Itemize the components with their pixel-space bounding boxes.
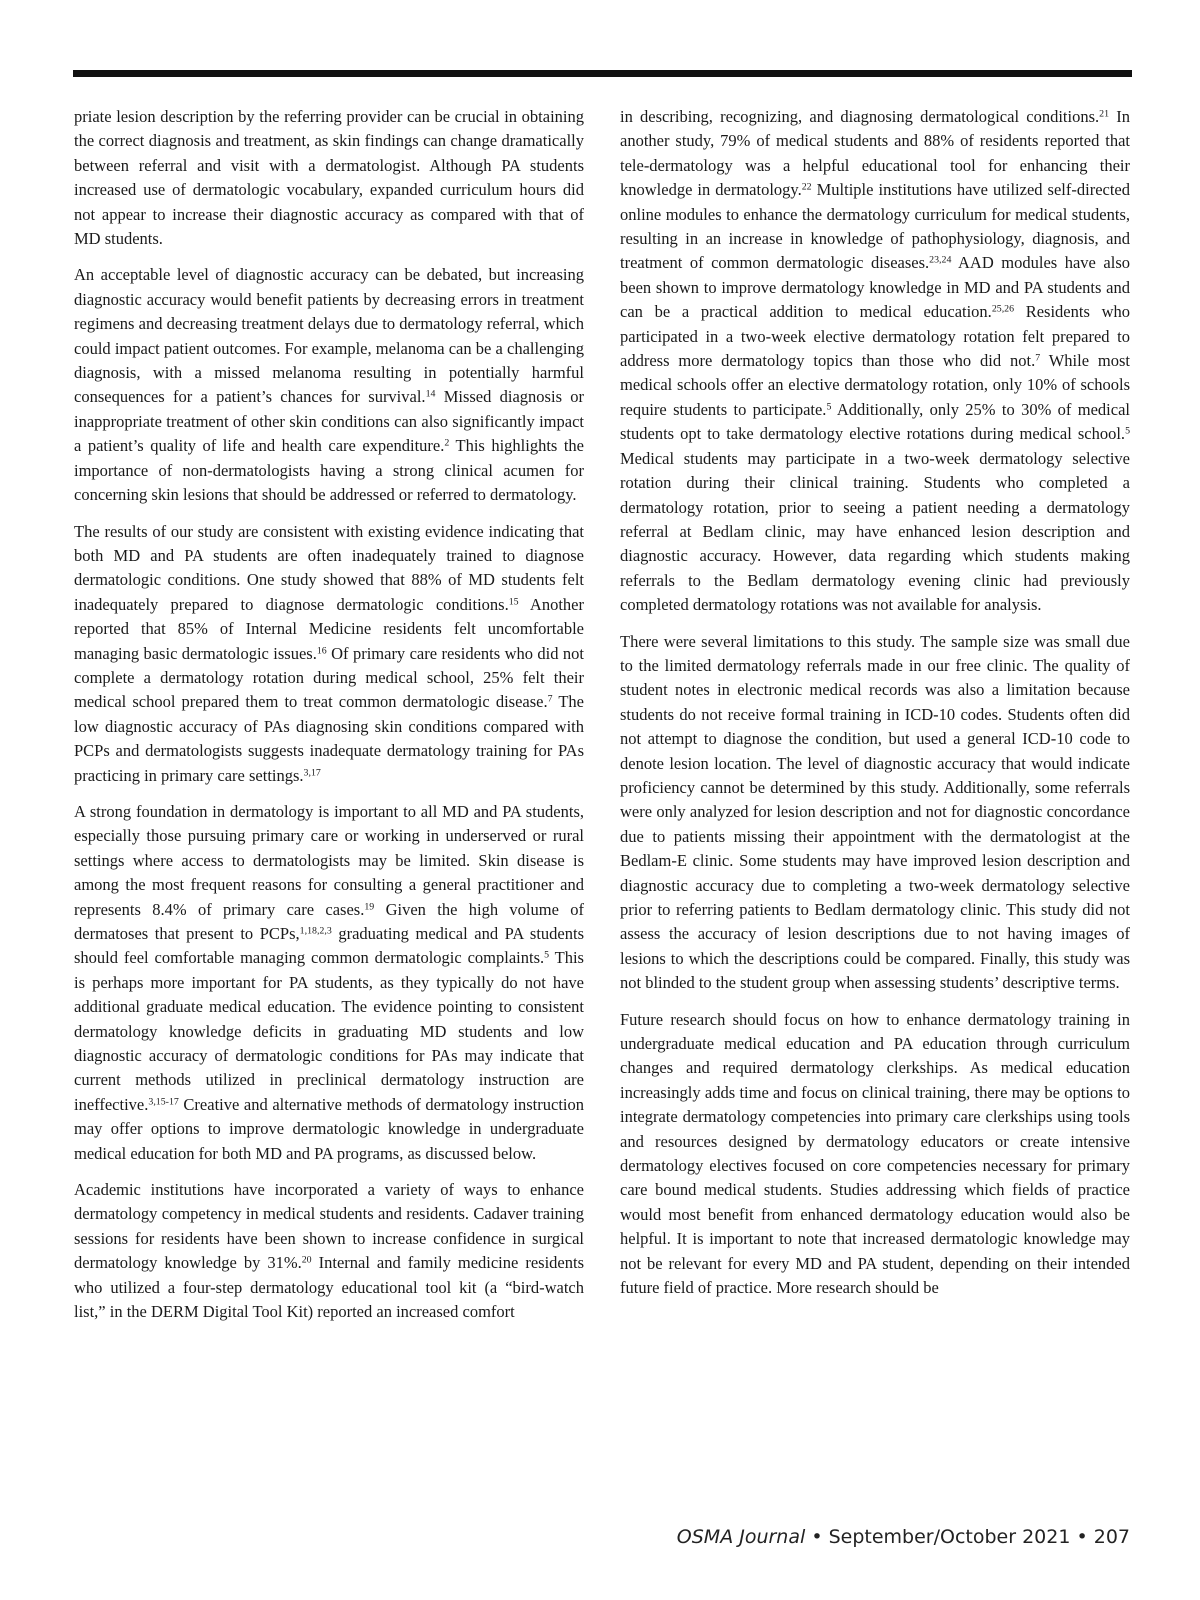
paragraph-text: There were several limitations to this study. The sample size was small due to the limited dermatology referrals made in our free clinic. The quality of student notes in electronic medical records was also a limitation because students do not receive formal training in ICD-10 codes. Students often did not attempt to diagnose the condition, but used a general ICD-10 code to denote lesion location. The level of diagnostic accuracy that would indicate proficiency cannot be determined by this study. Additionally, some referrals were only analyzed for lesion description and not for diagnostic concordance due to patients missing their appointment with the dermatologist at the Bedlam-E clinic. Some students may have improved lesion description and diagnostic accuracy due to completing a two-week dermatology selective prior to referring patients to Bedlam dermatology clinic. This study did not assess the accuracy of lesion descriptions due to not having images of lesions to which the descriptions could be compared. Finally, this study was not blinded to the student group when assessing students’ descriptive terms. bbox=[620, 631, 1130, 993]
citation-reference: 19 bbox=[364, 901, 375, 913]
citation-reference: 14 bbox=[425, 389, 436, 401]
citation-reference: 7 bbox=[1035, 352, 1041, 364]
citation-reference: 15 bbox=[508, 596, 519, 608]
citation-reference: 1,18,2,3 bbox=[299, 925, 332, 937]
paragraph-text: While most medical schools offer an elective dermatology rotation, only 10% of schools require students to participate. bbox=[620, 351, 1131, 419]
paragraph-text: Internal and family medicine residents who utilized a four-step dermatology educational tool kit (a “bird-watch list,” in the DERM Digital Tool Kit) reported an increased comfort bbox=[74, 1253, 584, 1322]
paragraph-text: Creative and alternative methods of dermatology instruction may offer options to improve dermatologic knowledge in undergraduate medical education for both MD and PA programs, as discussed below. bbox=[74, 1094, 584, 1163]
citation-reference: 23,24 bbox=[929, 255, 952, 266]
paragraph-text: Additionally, only 25% to 30% of medical students opt to take dermatology elective rotations during medical school. bbox=[620, 399, 1130, 444]
right-column bbox=[620, 105, 1130, 1301]
paragraph-text: Another reported that 85% of Internal Medicine residents felt uncomfortable managing basic dermatologic issues. bbox=[74, 594, 584, 663]
citation-reference: 22 bbox=[801, 181, 812, 193]
citation-reference: 16 bbox=[316, 645, 327, 657]
paragraph-text: The low diagnostic accuracy of PAs diagnosing skin conditions compared with PCPs and dermatologists suggests inadequate dermatology training for PAs practicing in primary care settings. bbox=[74, 692, 584, 785]
citation-reference: 5 bbox=[826, 401, 832, 413]
paragraph-text: Medical students may participate in a two-week dermatology selective rotation during their clinical training. Students who completed a dermatology rotation, prior to seeing a patient needing a dermatology referral at Bedlam clinic, may have enhanced lesion description and diagnostic accuracy. However, data regarding which students making referrals to the Bedlam dermatology evening clinic had previously completed dermatology rotations was not available for analysis. bbox=[620, 448, 1130, 615]
citation-reference: 5 bbox=[1125, 425, 1130, 437]
paragraph-text: Future research should focus on how to enhance dermatology training in undergraduate medical education and PA education through curriculum changes and required dermatology clerkships. As medical education increasingly adds time and focus on clinical training, there may be options to integrate dermatology competencies into primary care clerkships using tools and resources designed by dermatology educators or create intensive dermatology electives focused on core competencies necessary for primary care bound medical students. Studies addressing which fields of practice would most benefit from enhanced dermatology education would also be helpful. It is important to note that increased dermatologic knowledge may not be relevant for every MD and PA student, depending on their intended future field of practice. More research should be bbox=[620, 1009, 1130, 1298]
body-paragraph bbox=[620, 105, 1130, 618]
paragraph-text: Residents who participated in a two-week elective dermatology rotation felt prepared to address more dermatology topics than those who did not. bbox=[620, 302, 1130, 371]
paragraph-text: Missed diagnosis or inappropriate treatment of other skin conditions can also significantly impact a patient’s quality of life and health care expenditure. bbox=[74, 387, 585, 456]
citation-reference: 20 bbox=[301, 1254, 312, 1266]
footer-separator: • bbox=[805, 1526, 829, 1548]
paragraph-text: Academic institutions have incorporated a variety of ways to enhance dermatology competency in medical students and residents. Cadaver training sessions for residents have been shown to increase confidence in surgical dermatology knowledge by 31%. bbox=[74, 1180, 584, 1273]
paragraph-text: An acceptable level of diagnostic accuracy can be debated, but increasing diagnostic accuracy would benefit patients by decreasing errors in treatment regimens and decreasing treatment delays due to dermatology referral, which could impact patient outcomes. For example, melanoma can be a challenging diagnosis, with a missed melanoma resulting in potentially harmful consequences for a patient’s chances for survival. bbox=[74, 265, 584, 407]
paragraph-text: The results of our study are consistent with existing evidence indicating that both MD and PA students are often inadequately trained to diagnose dermatologic conditions. One study showed that 88% of MD students felt inadequately prepared to diagnose dermatologic conditions. bbox=[74, 521, 584, 614]
paragraph-text: This is perhaps more important for PA students, as they typically do not have additional graduate medical education. The evidence pointing to consistent dermatology knowledge deficits in graduating MD students and low diagnostic accuracy of dermatologic conditions for PAs may indicate that current methods utilized in preclinical dermatology instruction are ineffective. bbox=[74, 948, 584, 1114]
left-column bbox=[74, 105, 584, 1325]
paragraph-text: priate lesion description by the referring provider can be crucial in obtaining the correct diagnosis and treatment, as skin findings can change dramatically between referral and visit with a dermatologist. Although PA students increased use of dermatologic vocabulary, expanded curriculum hours did not appear to increase their diagnostic accuracy as compared with that of MD students. bbox=[74, 107, 584, 249]
paragraph-text: Given the high volume of dermatoses that present to PCPs, bbox=[74, 899, 584, 943]
footer-journal-name: OSMA Journal bbox=[676, 1526, 806, 1548]
paragraph-text: A strong foundation in dermatology is important to all MD and PA students, especially those pursuing primary care or working in underserved or rural settings where access to dermatologists may be limited. Skin disease is among the most frequent reasons for consulting a general practitioner and represents 8.4% of primary care cases. bbox=[74, 801, 584, 919]
paragraph-text: AAD modules have also been shown to improve dermatology knowledge in MD and PA students and can be a practical addition to medical education. bbox=[620, 253, 1130, 322]
citation-reference: 25,26 bbox=[991, 303, 1015, 315]
paragraph-text: Multiple institutions have utilized self-directed online modules to enhance the dermatology curriculum for medical students, resulting in an increase in knowledge of pathophysiology, diagnosis, and treatment of common dermatologic diseases. bbox=[620, 180, 1130, 273]
citation-reference: 5 bbox=[544, 949, 550, 961]
page-footer bbox=[677, 1526, 1130, 1548]
paragraph-text: This highlights the importance of non-dermatologists having a strong clinical acumen for concerning skin lesions that should be addressed or referred to dermatology. bbox=[74, 436, 585, 505]
footer-page-number: 207 bbox=[1093, 1526, 1130, 1548]
paragraph-text: In another study, 79% of medical students and 88% of residents reported that tele-dermatology was a helpful educational tool for enhancing their knowledge in dermatology. bbox=[620, 107, 1130, 200]
paragraph-text: Of primary care residents who did not complete a dermatology rotation during medical school, 25% felt their medical school prepared them to treat common dermatologic disease. bbox=[74, 643, 584, 712]
citation-reference: 3,17 bbox=[303, 767, 321, 779]
body-paragraph bbox=[74, 105, 584, 251]
paragraph-text: in describing, recognizing, and diagnosing dermatological conditions. bbox=[620, 107, 1100, 126]
citation-reference: 3,15-17 bbox=[148, 1096, 179, 1108]
body-paragraph bbox=[620, 630, 1130, 996]
body-paragraph bbox=[74, 520, 584, 788]
body-paragraph bbox=[620, 1008, 1130, 1301]
footer-separator: • bbox=[1070, 1526, 1094, 1548]
body-paragraph bbox=[74, 1178, 584, 1324]
body-paragraph bbox=[74, 263, 584, 507]
citation-reference: 2 bbox=[444, 437, 450, 449]
header-rule bbox=[73, 70, 1132, 77]
body-paragraph bbox=[74, 800, 584, 1166]
citation-reference: 21 bbox=[1099, 108, 1110, 120]
paragraph-text: graduating medical and PA students should feel comfortable managing common dermatologic complaints. bbox=[74, 924, 585, 968]
footer-issue: September/October 2021 bbox=[828, 1526, 1071, 1548]
citation-reference: 7 bbox=[547, 693, 553, 705]
